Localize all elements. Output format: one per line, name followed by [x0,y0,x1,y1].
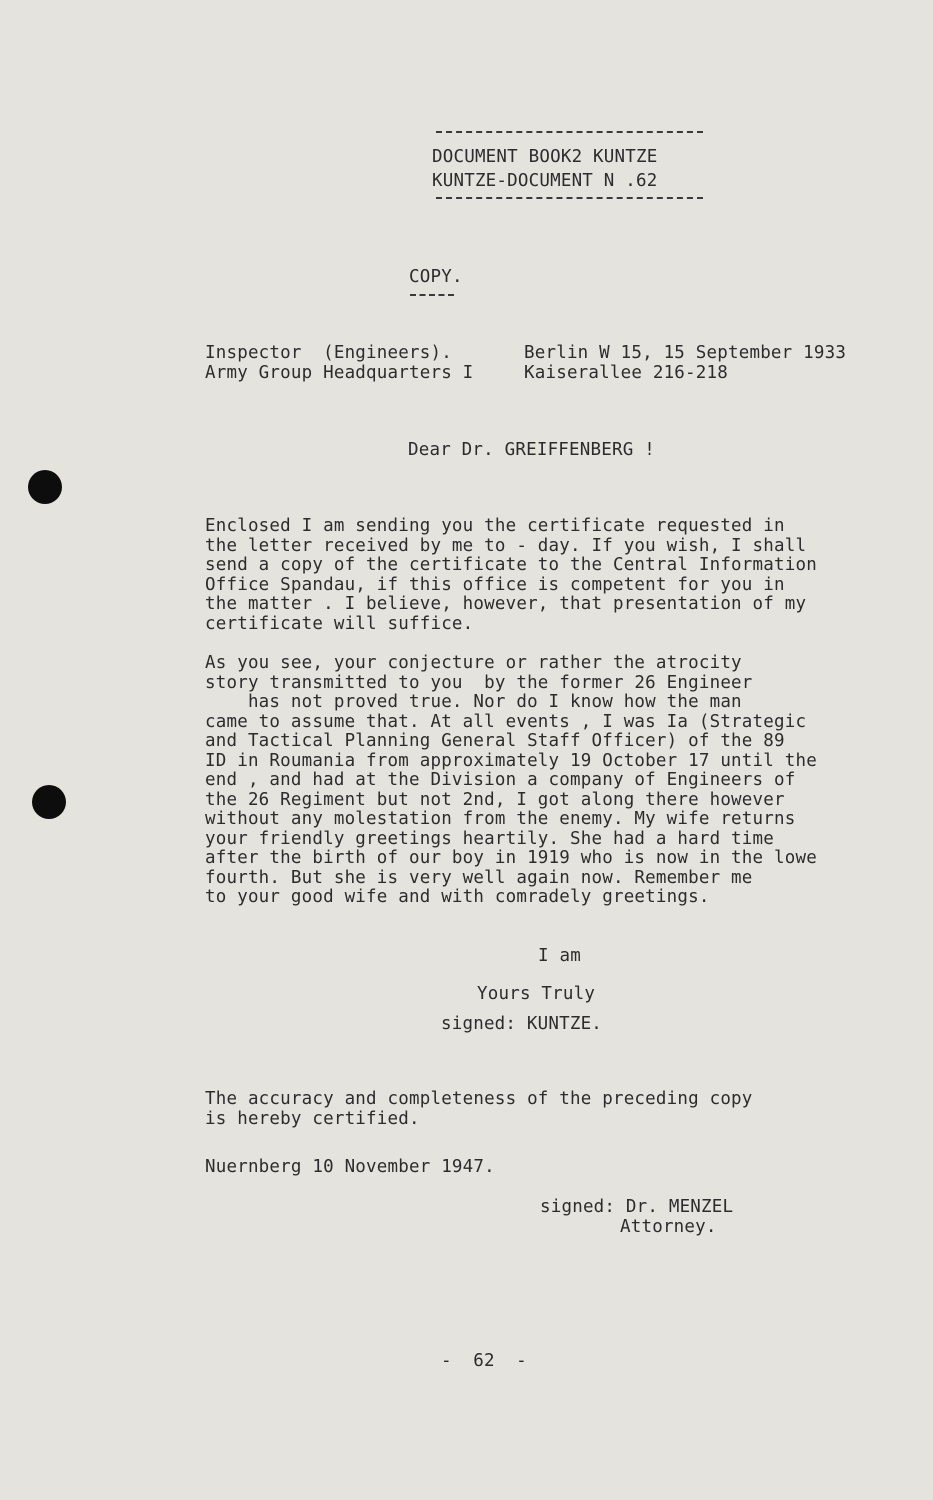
punch-hole-top [28,470,62,504]
body-line: to your good wife and with comradely greetings. [205,887,710,907]
body-line: the 26 Regiment but not 2nd, I got along there however [205,789,785,810]
document-number: KUNTZE-DOCUMENT N .62 [432,171,658,191]
salutation: Dear Dr. GREIFFENBERG ! [408,440,655,460]
copy-underline [410,294,454,296]
dateline: Nuernberg 10 November 1947. [205,1157,495,1177]
body-line: after the birth of our boy in 1919 who is now in the lowe [205,848,817,868]
body-paragraph-2 [205,654,895,908]
certification-line-2: is hereby certified. [205,1109,420,1129]
header-rule-bottom [436,197,703,199]
closing-signature: signed: KUNTZE. [441,1014,603,1034]
sender-line-2: Army Group Headquarters I [205,363,474,383]
punch-hole-bottom [32,785,66,819]
body-line: the letter received by me to - day. If you wish, I shall [205,535,807,556]
sender-line-1: Inspector (Engineers). [205,343,452,363]
address-line: Kaiserallee 216-218 [524,363,728,383]
body-line: has not proved true. Nor do I know how the man [205,692,742,712]
body-line: send a copy of the certificate to the Central Information [205,555,817,575]
closing-i-am: I am [538,946,581,966]
body-line: certificate will suffice. [205,613,474,634]
header-rule-top [436,131,703,133]
attorney-signature: signed: Dr. MENZEL [540,1197,734,1217]
body-line: the matter . I believe, however, that presentation of my [205,594,807,614]
body-line: Enclosed I am sending you the certificate requested in [205,516,785,536]
body-line: and Tactical Planning General Staff Officer) of the 89 [205,731,785,751]
body-line: your friendly greetings heartily. She had a hard time [205,828,775,849]
body-line: came to assume that. At all events , I was Ia (Strategic [205,711,807,732]
body-line: story transmitted to you by the former 26 Engineer [205,672,753,693]
body-line: Office Spandau, if this office is competent for you in [205,574,785,595]
body-line: ID in Roumania from approximately 19 October 17 until the [205,750,817,771]
certification-line-1: The accuracy and completeness of the preceding copy [205,1089,753,1109]
body-line: As you see, your conjecture or rather the atrocity [205,653,742,673]
body-line: without any molestation from the enemy. My wife returns [205,809,796,829]
page-number: - 62 - [441,1351,527,1371]
attorney-title: Attorney. [620,1217,717,1237]
copy-label: COPY. [409,267,463,287]
place-date-line-1: Berlin W 15, 15 September 1933 [524,343,847,363]
body-line: fourth. But she is very well again now. Remember me [205,867,753,888]
body-line: end , and had at the Division a company of Engineers of [205,770,796,790]
body-paragraph-1 [205,517,895,634]
document-book-label: DOCUMENT BOOK2 KUNTZE [432,147,658,167]
closing-yours-truly: Yours Truly [477,984,596,1004]
